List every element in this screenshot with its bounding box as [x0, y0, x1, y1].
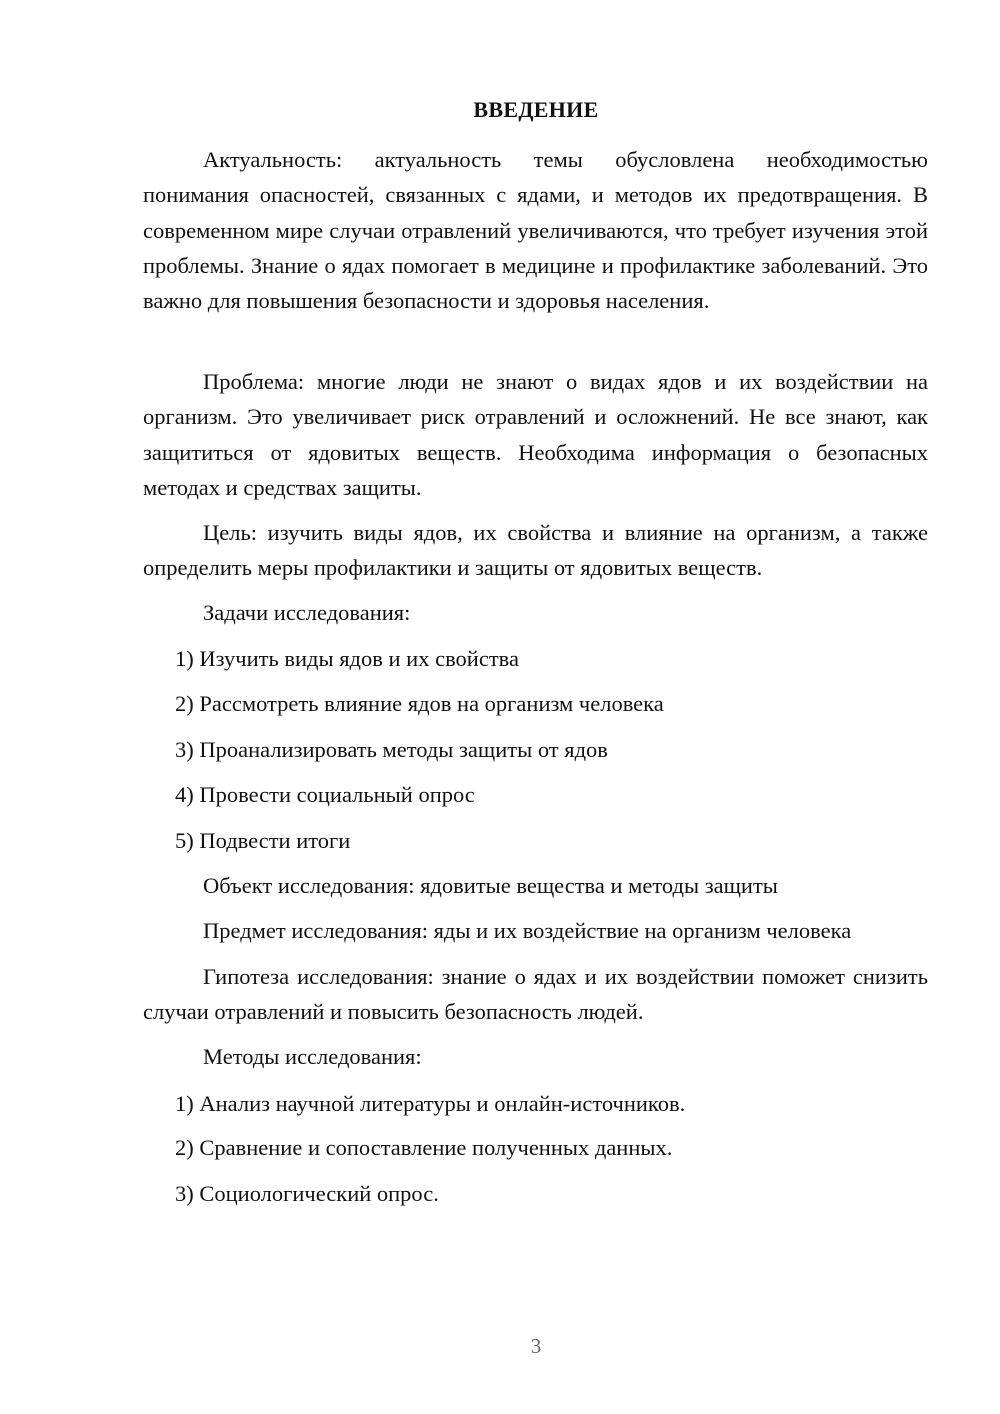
- page-title: ВВЕДЕНИЕ: [473, 97, 599, 122]
- task-item: 5) Подвести итоги: [175, 828, 351, 853]
- object-line: Объект исследования: ядовитые вещества и методы защиты: [203, 873, 778, 898]
- task-item: 2) Рассмотреть влияние ядов на организм человека: [175, 691, 664, 716]
- task-item: 4) Провести социальный опрос: [175, 782, 475, 807]
- methods-heading: Методы исследования:: [203, 1044, 422, 1069]
- task-item: 1) Изучить виды ядов и их свойства: [175, 646, 519, 671]
- relevance-paragraph: Актуальность: актуальность темы обусловлена необходимостью понимания опасностей, связанных с ядами, и методов их предотвращения. В современном мире случаи отравлений увеличиваются, что требует изучения этой проблемы. Знание о ядах помогает в медицине и профилактике заболеваний. Это важно для повышения безопасности и здоровья населения.: [143, 147, 928, 314]
- hypothesis-paragraph: Гипотеза исследования: знание о ядах и их воздействии поможет снизить случаи отравлений и повысить безопасность людей.: [143, 964, 928, 1025]
- method-item: 2) Сравнение и сопоставление полученных данных.: [175, 1135, 673, 1160]
- subject-line: Предмет исследования: яды и их воздействие на организм человека: [203, 918, 852, 943]
- page-number: 3: [530, 1334, 542, 1358]
- task-item: 3) Проанализировать методы защиты от ядов: [175, 737, 608, 762]
- goal-paragraph: Цель: изучить виды ядов, их свойства и влияние на организм, а также определить меры профилактики и защиты от ядовитых веществ.: [143, 520, 928, 581]
- problem-paragraph: Проблема: многие люди не знают о видах ядов и их воздействии на организм. Это увеличивает риск отравлений и осложнений. Не все знают, как защититься от ядовитых веществ. Необходима информация о безопасных методах и средствах защиты.: [143, 369, 928, 500]
- method-item: 1) Анализ научной литературы и онлайн-источников.: [175, 1091, 686, 1116]
- method-item: 3) Социологический опрос.: [175, 1181, 439, 1206]
- tasks-heading: Задачи исследования:: [203, 600, 411, 625]
